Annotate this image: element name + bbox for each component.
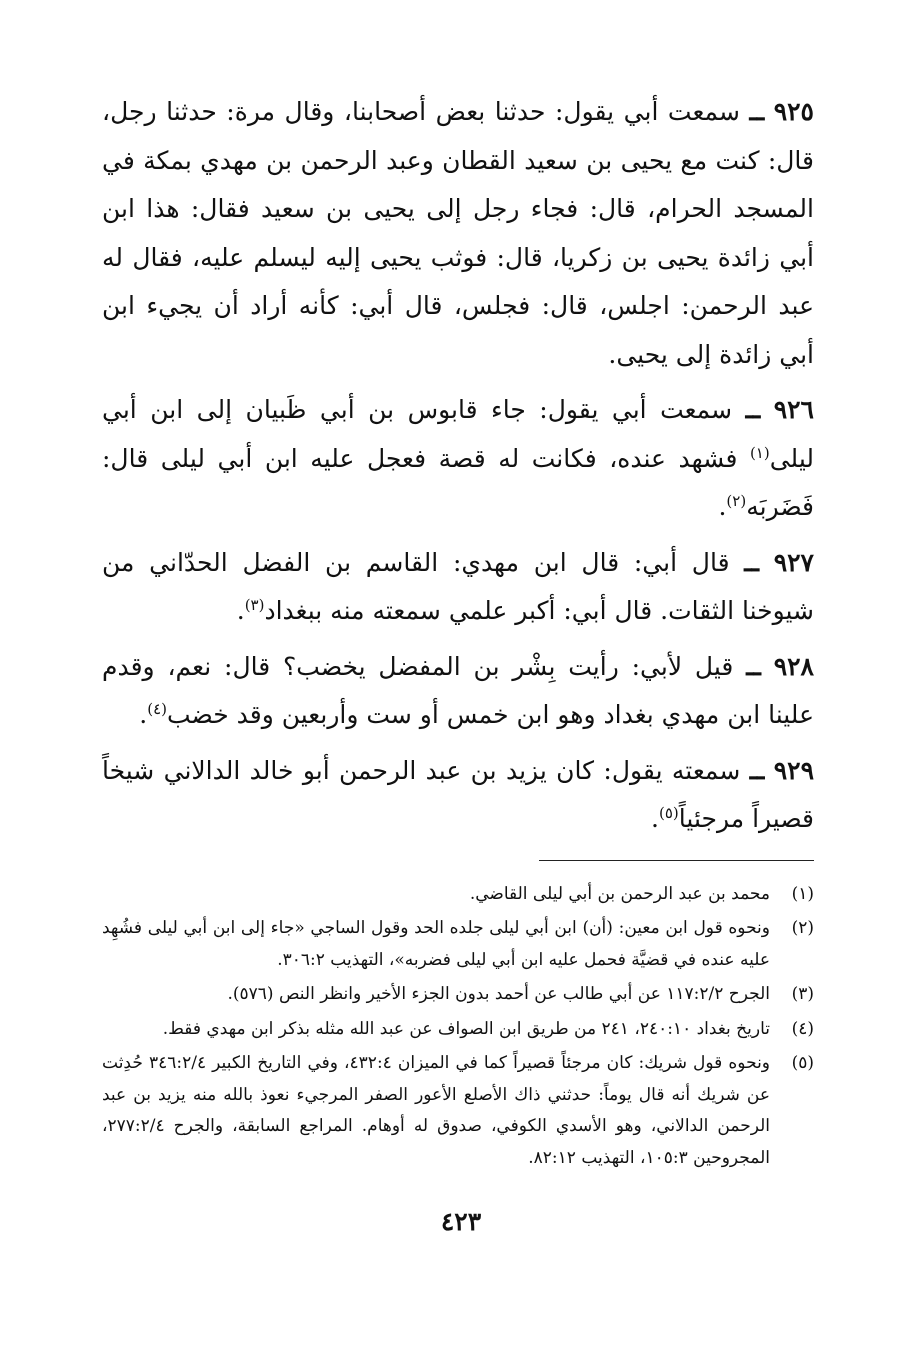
footnote-ref[interactable]: (٣) (244, 596, 265, 614)
entry-end: . (236, 596, 245, 625)
footnote-number: (٣) (791, 984, 814, 1004)
footnotes (102, 879, 814, 1175)
entry-text: سمعته يقول: كان يزيد بن عبد الرحمن أبو خالد الدالاني شيخاً قصيراً مرجئياً (102, 755, 814, 833)
entry-927 (102, 539, 814, 636)
footnote-text: ونحوه قول شريك: كان مرجئاً قصيراً كما في الميزان ٤٣٢:٤، وفي التاريخ الكبير ٣٤٦:٢/٤ حُدِثت عن شريك أنه قال يوماً: حدثني ذاك الأصلع الأعور الصفر المرجيء نعوذ بالله منه يزيد بن عبد الرحمن الدالاني، وهو الأسدي الكوفي، صدوق له أوهام. المراجع السابقة، والجرح ٢٧٧:٢/٤، المجروحين ١٠٥:٣، التهذيب ٨٢:١٢. (102, 1053, 771, 1168)
footnote-text: محمد بن عبد الرحمن بن أبي ليلى القاضي. (469, 883, 770, 904)
entry-number: ٩٢٧ (773, 547, 814, 577)
footnote-number: (٥) (791, 1053, 814, 1073)
footnote-ref[interactable]: (١) (749, 443, 770, 462)
footnote-text: تاريخ بغداد ٢٤٠:١٠، ٢٤١ من طريق ابن الصواف عن عبد الله مثله بذكر ابن مهدي فقط. (162, 1018, 770, 1039)
entry-number: ٩٢٨ (773, 651, 814, 681)
footnote (102, 913, 814, 976)
footnote-ref[interactable]: (٤) (147, 700, 167, 718)
entry-925 (102, 88, 814, 379)
footnote (102, 879, 814, 911)
entry-text: فشهد عنده، فكانت له قصة فعجل عليه ابن أبي ليلى قال: فَضَربَه (102, 443, 814, 521)
footnote (102, 1014, 814, 1046)
entry-number: ٩٢٦ (773, 395, 814, 424)
entry-dash: ــ (749, 97, 765, 126)
footnote-number: (١) (791, 883, 814, 904)
page-number: ٤٢٣ (440, 1207, 482, 1236)
entry-text: سمعت أبي يقول: حدثنا بعض أصحابنا، وقال مرة: حدثنا رجل، قال: كنت مع يحيى بن سعيد القطان وعبد الرحمن بن مهدي بمكة في المسجد الحرام، قال: فجاء رجل إلى يحيى بن سعيد فقال: هذا ابن أبي زائدة يحيى بن زكريا، قال: فوثب يحيى إليه ليسلم عليه، فقال له عبد الرحمن: اجلس، قال: فجلس، قال أبي: كأنه أراد أن يجيء ابن أبي زائدة إلى يحيى. (102, 97, 814, 369)
entry-text: قيل لأبي: رأيت بِشْر بن المفضل يخضب؟ قال: نعم، وقدم علينا ابن مهدي بغداد وهو ابن خمس أو ست وأربعين وقد خضب (102, 651, 814, 729)
entry-dash: ــ (749, 755, 765, 785)
entry-end: . (139, 700, 148, 729)
footnote-text: الجرح ١١٧:٢/٢ عن أبي طالب عن أحمد بدون الجزء الأخير وانظر النص (٥٧٦). (227, 984, 770, 1004)
entry-dash: ــ (746, 651, 761, 681)
entry-number: ٩٢٩ (773, 755, 815, 785)
footnote (102, 1048, 814, 1174)
entry-text: سمعت أبي يقول: جاء قابوس بن أبي ظَبيان إلى ابن أبي ليلى (102, 395, 814, 473)
entry-end: . (651, 804, 659, 833)
entry-929 (102, 747, 814, 844)
entry-dash: ــ (744, 547, 759, 577)
entry-926 (102, 386, 814, 532)
entry-number: ٩٢٥ (773, 97, 814, 126)
footnote (102, 979, 814, 1011)
entry-text: قال أبي: قال ابن مهدي: القاسم بن الفضل الحدّاني من شيوخنا الثقات. قال أبي: أكبر علمي سمعته منه ببغداد (102, 547, 814, 625)
footnote-number: (٢) (791, 918, 814, 938)
footnote-divider (539, 860, 814, 861)
footnote-ref[interactable]: (٢) (726, 492, 747, 510)
entry-dash: ــ (745, 395, 761, 424)
footnote-ref[interactable]: (٥) (659, 804, 679, 822)
entry-end: . (718, 492, 727, 521)
footnote-text: ونحوه قول ابن معين: (أن) ابن أبي ليلى جلده الحد وقول الساجي «جاء إلى ابن أبي ليلى فشُهِد عليه عنده في قضيَّة فحمل عليه ابن أبي ليلى فضربه»، التهذيب ٣٠٦:٢. (102, 918, 770, 970)
footnote-number: (٤) (791, 1018, 814, 1039)
entry-928 (102, 643, 814, 740)
